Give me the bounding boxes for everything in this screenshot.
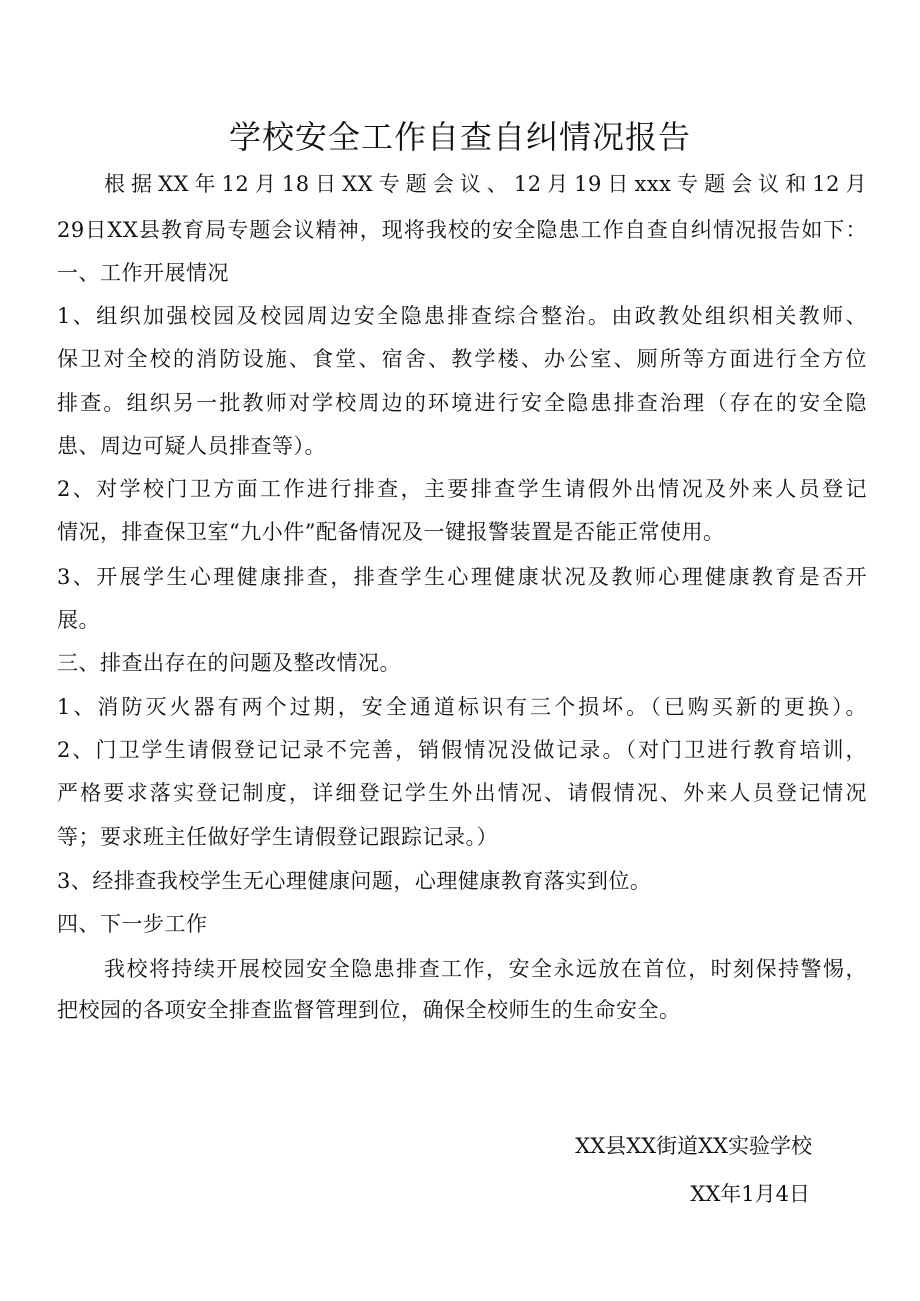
s1-item3-line-1: 3、开展学生心理健康排查，排查学生心理健康状况及教师心理健康教育是否开 — [57, 565, 867, 589]
s4-paragraph-line-1: 我校将持续开展校园安全隐患排查工作，安全永远放在首位，时刻保持警惕， — [104, 957, 867, 981]
section-heading-next: 四、下一步工作 — [57, 912, 208, 936]
s3-item2-line-2: 严格要求落实登记制度，详细登记学生外出情况、请假情况、外来人员登记情况 — [57, 781, 867, 805]
report-title: 学校安全工作自查自纠情况报告 — [228, 118, 691, 156]
section-heading-work: 一、工作开展情况 — [57, 261, 229, 285]
s1-item1-line-4: 患、周边可疑人员排查等）。 — [57, 434, 326, 458]
s3-item2-line-3: 等；要求班主任做好学生请假登记跟踪记录。） — [57, 825, 498, 849]
s1-item1-line-2: 保卫对全校的消防设施、食堂、宿舍、教学楼、办公室、厕所等方面进行全方位 — [57, 347, 867, 371]
s1-item2-line-2: 情况，排查保卫室“九小件”配备情况及一键报警装置是否能正常使用。 — [57, 520, 725, 544]
s3-item3-line-1: 3、经排查我校学生无心理健康问题，心理健康教育落实到位。 — [57, 869, 652, 893]
s3-item1-line-1: 1、消防灭火器有两个过期，安全通道标识有三个损坏。（已购买新的更换）。 — [57, 695, 867, 719]
signature-school: XX县XX街道XX实验学校 — [575, 1134, 812, 1158]
s1-item3-line-2: 展。 — [57, 608, 100, 632]
intro-line-2: 29日XX县教育局专题会议精神，现将我校的安全隐患工作自查自纠情况报告如下： — [57, 218, 867, 242]
s1-item1-line-3: 排查。组织另一批教师对学校周边的环境进行安全隐患排查治理（存在的安全隐 — [57, 391, 867, 415]
intro-line-1: 根据XX年12月18日XX专题会议、12月19日xxx专题会议和12月 — [104, 172, 867, 196]
s3-item2-line-1: 2、门卫学生请假登记记录不完善，销假情况没做记录。（对门卫进行教育培训， — [57, 738, 867, 762]
section-heading-issues: 三、排查出存在的问题及整改情况。 — [57, 651, 401, 675]
s1-item1-line-1: 1、组织加强校园及校园周边安全隐患排查综合整治。由政教处组织相关教师、 — [57, 304, 867, 328]
s1-item2-line-1: 2、对学校门卫方面工作进行排查，主要排查学生请假外出情况及外来人员登记 — [57, 477, 867, 501]
s4-paragraph-line-2: 把校园的各项安全排查监督管理到位，确保全校师生的生命安全。 — [57, 998, 681, 1022]
signature-date: XX年1月4日 — [690, 1182, 810, 1206]
